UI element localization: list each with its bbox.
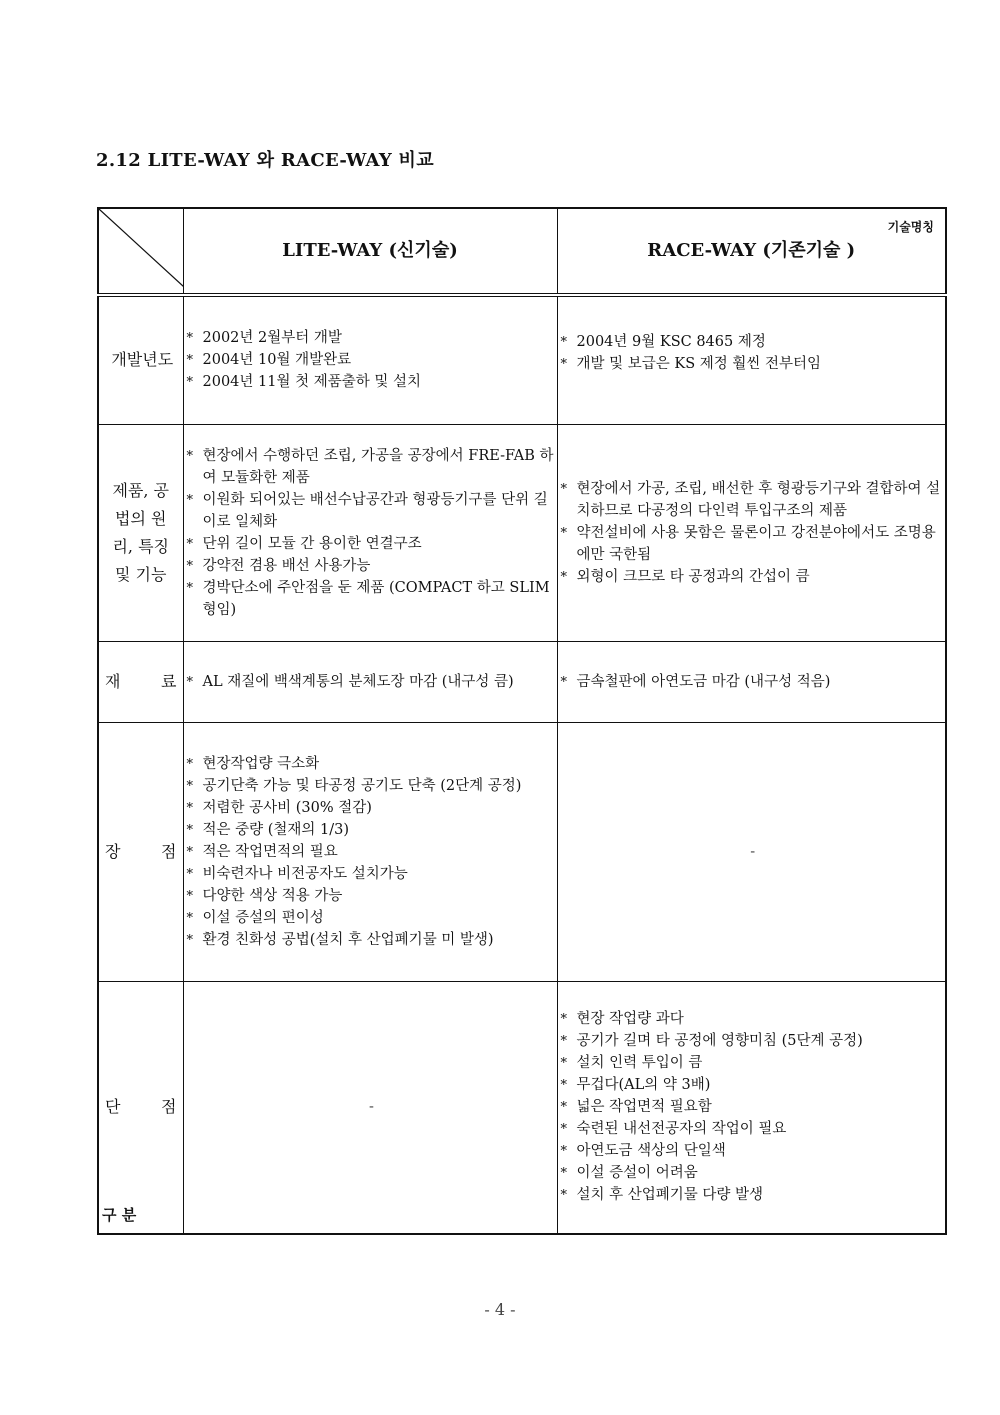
table-header-row [98,208,946,295]
list-item: * 아연도금 색상의 단일색 [561,1140,946,1162]
table-row [98,424,946,641]
list-item: * 2002년 2월부터 개발 [187,327,557,349]
list-item: * 개발 및 보급은 KS 제정 훨씬 전부터임 [561,353,946,375]
race-cell-empty: - [557,722,946,981]
list-item: * AL 재질에 백색계통의 분체도장 마감 (내구성 큼) [187,671,557,693]
list-item: * 금속철판에 아연도금 마감 (내구성 적음) [561,671,946,693]
row-label: 단 점 [98,981,183,1234]
list-item: * 현장에서 가공, 조립, 배선한 후 형광등기구와 결합하여 설치하므로 다공정의 다인력 투입구조의 제품 [561,478,946,522]
list-item: * 현장 작업량 과다 [561,1008,946,1030]
list-item: * 저렴한 공사비 (30% 절감) [187,797,557,819]
list-item: * 공기가 길며 타 공정에 영향미침 (5단계 공정) [561,1030,946,1052]
list-item: * 2004년 10월 개발완료 [187,349,557,371]
row-label: 재 료 [98,641,183,722]
corner-top-label: 기술명칭 [887,220,934,234]
list-item: * 경박단소에 주안점을 둔 제품 (COMPACT 하고 SLIM형임) [187,577,557,621]
list-item: * 설치 인력 투입이 큼 [561,1052,946,1074]
list-item: * 현장에서 수행하던 조립, 가공을 공장에서 FRE-FAB 하여 모듈화한 제품 [187,445,557,489]
list-item: * 숙련된 내선전공자의 작업이 필요 [561,1118,946,1140]
lite-cell [183,295,557,424]
list-item: * 비숙련자나 비전공자도 설치가능 [187,863,557,885]
list-item: * 현장작업량 극소화 [187,753,557,775]
list-item: * 적은 작업면적의 필요 [187,841,557,863]
row-label: 제품, 공법의 원리, 특징 및 기능 [98,424,183,641]
list-item: * 이설 증설의 편이성 [187,907,557,929]
list-item: * 환경 친화성 공법(설치 후 산업폐기물 미 발생) [187,929,557,951]
lite-cell [183,424,557,641]
race-cell [557,295,946,424]
page-number: - 4 - [484,1300,516,1319]
table-row [98,722,946,981]
table-row [98,981,946,1234]
list-item: * 2004년 9월 KSC 8465 제정 [561,331,946,353]
comparison-table [97,207,947,1235]
column-header-lite: LITE-WAY (신기술) [183,208,557,295]
race-cell [557,981,946,1234]
list-item: * 강약전 겸용 배선 사용가능 [187,555,557,577]
lite-cell [183,722,557,981]
list-item: * 공기단축 가능 및 타공정 공기도 단축 (2단계 공정) [187,775,557,797]
list-item: * 설치 후 산업폐기물 다량 발생 [561,1184,946,1206]
list-item: * 약전설비에 사용 못함은 물론이고 강전분야에서도 조명용에만 국한됨 [561,522,946,566]
table-row [98,641,946,722]
list-item: * 넓은 작업면적 필요함 [561,1096,946,1118]
list-item: * 다양한 색상 적용 가능 [187,885,557,907]
row-label: 개발년도 [98,295,183,424]
list-item: * 단위 길이 모듈 간 용이한 연결구조 [187,533,557,555]
table-row [98,295,946,424]
race-cell [557,424,946,641]
list-item: * 외형이 크므로 타 공정과의 간섭이 큼 [561,566,946,588]
column-header-race: RACE-WAY (기존기술 ) [557,208,946,295]
race-cell [557,641,946,722]
section-title: 2.12 LITE-WAY 와 RACE-WAY 비교 [96,150,434,171]
list-item: * 적은 중량 (철재의 1/3) [187,819,557,841]
list-item: * 이원화 되어있는 배선수납공간과 형광등기구를 단위 길이로 일체화 [187,489,557,533]
corner-diagonal [99,209,184,287]
list-item: * 이설 증설이 어려움 [561,1162,946,1184]
list-item: * 2004년 11월 첫 제품출하 및 설치 [187,371,557,393]
corner-bottom-label: 구 분 [102,1206,137,1224]
lite-cell-empty: - [183,981,557,1234]
list-item: * 무겁다(AL의 약 3배) [561,1074,946,1096]
row-label: 장 점 [98,722,183,981]
lite-cell [183,641,557,722]
